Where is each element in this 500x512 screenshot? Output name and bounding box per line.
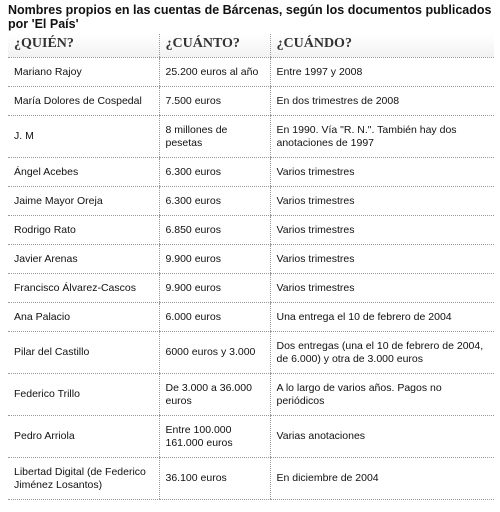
- table-title: Nombres propios en las cuentas de Bárcenas, según los documentos publicados por 'El País': [8, 3, 492, 31]
- cell-cuando: Entre 1997 y 2008: [270, 58, 494, 87]
- cell-cuando: Una entrega el 10 de febrero de 2004: [270, 303, 494, 332]
- header-row: [8, 34, 494, 58]
- cell-cuanto: 36.100 euros: [159, 458, 270, 500]
- cell-cuando: Varios trimestres: [270, 187, 494, 216]
- cell-cuanto: 6000 euros y 3.000: [159, 332, 270, 374]
- cell-cuanto: 6.300 euros: [159, 158, 270, 187]
- cell-quien: Pedro Arriola: [8, 416, 159, 458]
- header-quien: ¿QUIÉN?: [8, 34, 159, 58]
- table-row: [8, 87, 494, 116]
- cell-cuando: Varios trimestres: [270, 216, 494, 245]
- cell-cuando: Varias anotaciones: [270, 416, 494, 458]
- header-cuando: ¿CUÁNDO?: [270, 34, 494, 58]
- cell-quien: Mariano Rajoy: [8, 58, 159, 87]
- table-row: [8, 458, 494, 500]
- table-row: [8, 374, 494, 416]
- cell-quien: Libertad Digital (de Federico Jiménez Losantos): [8, 458, 159, 500]
- cell-cuando: Varios trimestres: [270, 245, 494, 274]
- table-row: [8, 332, 494, 374]
- cell-quien: Rodrigo Rato: [8, 216, 159, 245]
- cell-cuanto: 6.300 euros: [159, 187, 270, 216]
- cell-cuando: En 1990. Vía "R. N.". También hay dos anotaciones de 1997: [270, 116, 494, 158]
- table-row: [8, 245, 494, 274]
- cell-cuanto: 25.200 euros al año: [159, 58, 270, 87]
- table-row: [8, 116, 494, 158]
- cell-cuando: En dos trimestres de 2008: [270, 87, 494, 116]
- cell-quien: J. M: [8, 116, 159, 158]
- cell-quien: Ana Palacio: [8, 303, 159, 332]
- table-row: [8, 158, 494, 187]
- table-row: [8, 216, 494, 245]
- cell-cuanto: 9.900 euros: [159, 245, 270, 274]
- cell-cuanto: 6.850 euros: [159, 216, 270, 245]
- cell-cuando: Varios trimestres: [270, 274, 494, 303]
- cell-cuanto: 8 millones de pesetas: [159, 116, 270, 158]
- cell-cuando: Varios trimestres: [270, 158, 494, 187]
- cell-cuanto: 6.000 euros: [159, 303, 270, 332]
- cell-cuando: Dos entregas (una el 10 de febrero de 2004, de 6.000) y otra de 3.000 euros: [270, 332, 494, 374]
- payments-table: [8, 34, 494, 500]
- table-row: [8, 274, 494, 303]
- table-row: [8, 416, 494, 458]
- table-row: [8, 187, 494, 216]
- cell-quien: Pilar del Castillo: [8, 332, 159, 374]
- cell-cuanto: De 3.000 a 36.000 euros: [159, 374, 270, 416]
- cell-cuando: En diciembre de 2004: [270, 458, 494, 500]
- cell-quien: Francisco Álvarez-Cascos: [8, 274, 159, 303]
- cell-quien: Jaime Mayor Oreja: [8, 187, 159, 216]
- cell-cuanto: 7.500 euros: [159, 87, 270, 116]
- cell-cuanto: 9.900 euros: [159, 274, 270, 303]
- cell-cuanto: Entre 100.000 161.000 euros: [159, 416, 270, 458]
- cell-quien: Ángel Acebes: [8, 158, 159, 187]
- cell-quien: Federico Trillo: [8, 374, 159, 416]
- cell-quien: Javier Arenas: [8, 245, 159, 274]
- cell-quien: María Dolores de Cospedal: [8, 87, 159, 116]
- cell-cuando: A lo largo de varios años. Pagos no periódicos: [270, 374, 494, 416]
- table-row: [8, 58, 494, 87]
- table-row: [8, 303, 494, 332]
- header-cuanto: ¿CUÁNTO?: [159, 34, 270, 58]
